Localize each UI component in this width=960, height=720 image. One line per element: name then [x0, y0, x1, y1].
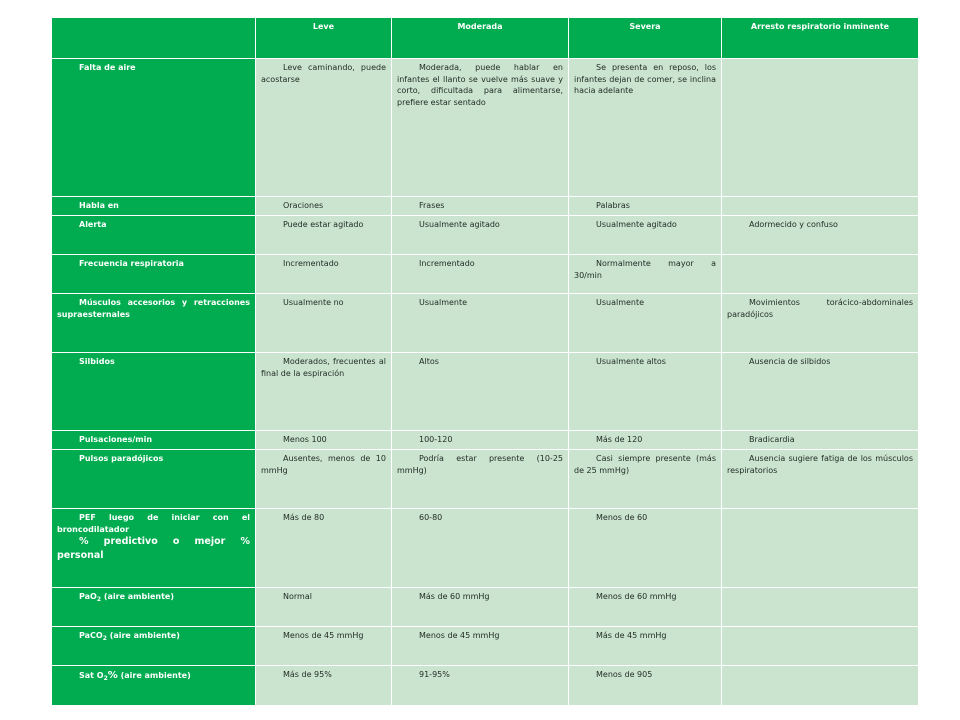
col-header-arresto: Arresto respiratorio inminente: [722, 18, 919, 59]
table-cell: Movimientos torácico-abdominales paradójicos: [722, 294, 919, 353]
row-label-line2: % predictivo o mejor % personal: [57, 536, 250, 561]
label-text: (aire ambiente): [106, 631, 180, 640]
table-row: [52, 353, 919, 431]
table-cell: Menos de 45 mmHg: [392, 627, 569, 666]
label-subscript: 2: [103, 675, 108, 682]
table-cell: Ausentes, menos de 10 mmHg: [256, 450, 392, 509]
table-cell: Palabras: [569, 197, 722, 216]
label-text: Sat O: [79, 671, 104, 680]
table-cell: 91-95%: [392, 666, 569, 706]
table-cell: Adormecido y confuso: [722, 216, 919, 255]
table-cell: Ausencia sugiere fatiga de los músculos respiratorios: [722, 450, 919, 509]
row-label: [52, 627, 256, 666]
table-cell: Normalmente mayor a 30/min: [569, 255, 722, 294]
table-cell: [722, 588, 919, 627]
label-text: PaO: [79, 592, 97, 601]
table-cell: Usualmente: [392, 294, 569, 353]
table-cell: Más de 120: [569, 431, 722, 450]
table-cell: Moderados, frecuentes al final de la espiración: [256, 353, 392, 431]
table-cell: Casi siempre presente (más de 25 mmHg): [569, 450, 722, 509]
table-cell: Incrementado: [392, 255, 569, 294]
table-cell: Incrementado: [256, 255, 392, 294]
row-label: Músculos accesorios y retracciones supraesternales: [52, 294, 256, 353]
table-cell: 100-120: [392, 431, 569, 450]
table-cell: Menos de 60 mmHg: [569, 588, 722, 627]
table-cell: Altos: [392, 353, 569, 431]
row-label: Silbidos: [52, 353, 256, 431]
table-cell: Usualmente altos: [569, 353, 722, 431]
table-cell: Menos 100: [256, 431, 392, 450]
table-row: [52, 216, 919, 255]
table-cell: Más de 60 mmHg: [392, 588, 569, 627]
asthma-severity-table: [51, 17, 919, 706]
header-corner-cell: [52, 18, 256, 59]
table-cell: [722, 666, 919, 706]
col-header-moderada: Moderada: [392, 18, 569, 59]
row-label: [52, 666, 256, 706]
table-cell: Menos de 60: [569, 509, 722, 588]
table-cell: Puede estar agitado: [256, 216, 392, 255]
table-cell: Menos de 45 mmHg: [256, 627, 392, 666]
row-label: [52, 509, 256, 588]
col-header-severa: Severa: [569, 18, 722, 59]
label-subscript: 2: [102, 635, 107, 642]
table-cell: [722, 59, 919, 197]
table-cell: Moderada, puede hablar en infantes el llanto se vuelve más suave y corto, dificultada para alimentarse, prefiere estar sentado: [392, 59, 569, 197]
row-label: Pulsaciones/min: [52, 431, 256, 450]
table-cell: Bradicardia: [722, 431, 919, 450]
table-cell: Ausencia de silbidos: [722, 353, 919, 431]
table-cell: Oraciones: [256, 197, 392, 216]
label-subscript: 2: [96, 596, 102, 603]
label-text: (aire ambiente): [117, 671, 191, 680]
table-header-row: [52, 18, 919, 59]
table-cell: Usualmente agitado: [392, 216, 569, 255]
table-cell: Leve caminando, puede acostarse: [256, 59, 392, 197]
table-cell: [722, 197, 919, 216]
label-text: PaCO: [79, 631, 103, 640]
table-cell: Podría estar presente (10-25 mmHg): [392, 450, 569, 509]
table-row: [52, 627, 919, 666]
label-text: (aire ambiente): [101, 592, 175, 601]
table-cell: Se presenta en reposo, los infantes dejan de comer, se inclina hacia adelante: [569, 59, 722, 197]
table-cell: Usualmente agitado: [569, 216, 722, 255]
row-label: [52, 588, 256, 627]
table-cell: Usualmente no: [256, 294, 392, 353]
row-label: Falta de aire: [52, 59, 256, 197]
table-row: [52, 588, 919, 627]
label-percent: %: [107, 670, 118, 681]
row-label: Alerta: [52, 216, 256, 255]
table-cell: 60-80: [392, 509, 569, 588]
table-cell: Más de 80: [256, 509, 392, 588]
table-row: [52, 431, 919, 450]
table-row: [52, 509, 919, 588]
table-cell: Usualmente: [569, 294, 722, 353]
table-cell: Más de 45 mmHg: [569, 627, 722, 666]
table-row: [52, 255, 919, 294]
row-label: Habla en: [52, 197, 256, 216]
table-cell: Normal: [256, 588, 392, 627]
table-row: [52, 450, 919, 509]
table-cell: [722, 255, 919, 294]
table-row: [52, 197, 919, 216]
col-header-leve: Leve: [256, 18, 392, 59]
row-label: Pulsos paradójicos: [52, 450, 256, 509]
table-cell: Menos de 905: [569, 666, 722, 706]
table-cell: [722, 509, 919, 588]
row-label: Frecuencia respiratoria: [52, 255, 256, 294]
table-row: [52, 294, 919, 353]
table-row: [52, 59, 919, 197]
row-label-line1: PEF luego de iniciar con el broncodilatador: [57, 513, 250, 534]
table-cell: Frases: [392, 197, 569, 216]
table-row: [52, 666, 919, 706]
table-cell: [722, 627, 919, 666]
table-cell: Más de 95%: [256, 666, 392, 706]
